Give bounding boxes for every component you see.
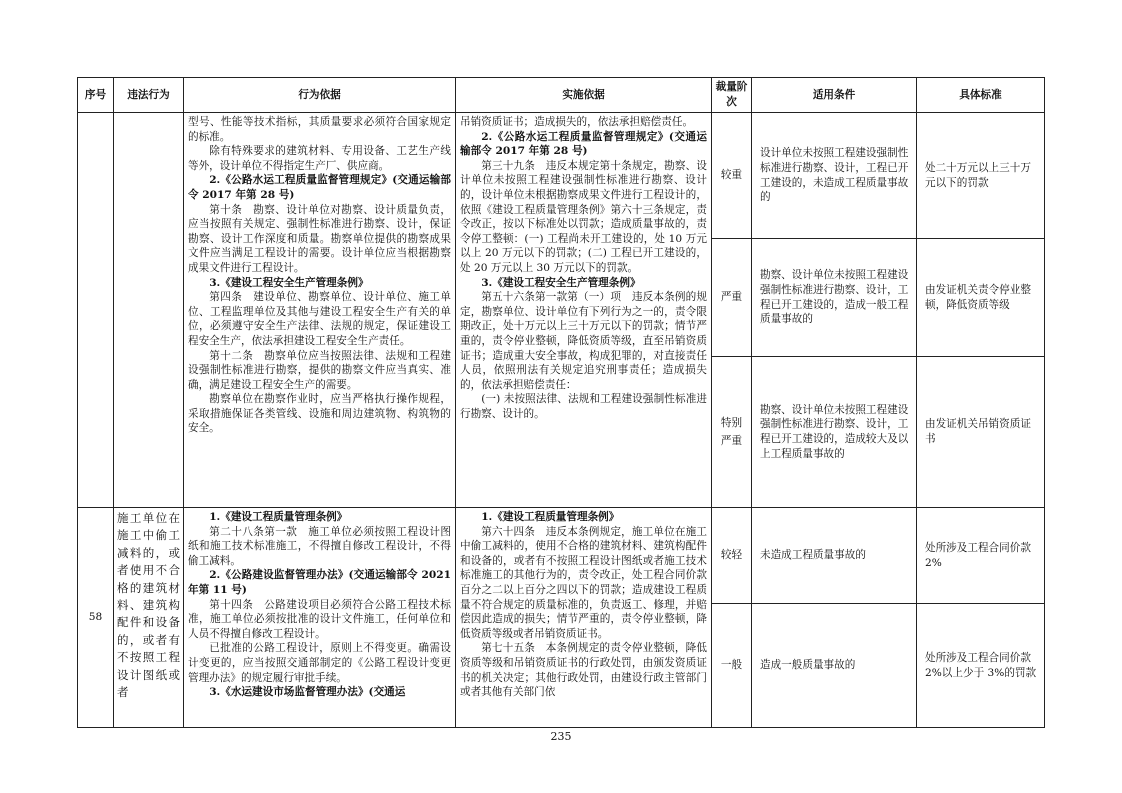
paragraph: 第四条 建设单位、勘察单位、设计单位、施工单位、工程监理单位及其他与建设工程安全生产有关的单位，必须遵守安全生产法律、法规的规定，保证建设工程安全生产，依法承担建设工程安全生产责任。 (188, 291, 451, 347)
paragraph: 勘察单位在勘察作业时，应当严格执行操作规程，采取措施保证各类管线、设施和周边建筑物、构筑物的安全。 (188, 393, 451, 435)
condition-cell: 勘察、设计单位未按照工程建设强制性标准进行勘察、设计，工程已开工建设的，造成一般工程质量事故的 (752, 239, 917, 357)
level-cell: 一般 (712, 604, 752, 728)
paragraph: 第七十五条 本条例规定的责令停业整顿，降低资质等级和吊销资质证书的行政处罚，由颁发资质证书的机关决定；其他行政处罚，由建设行政主管部门或者其他有关部门依 (460, 642, 707, 699)
condition-cell: 设计单位未按照工程建设强制性标准进行勘察、设计，工程已开工建设的，未造成工程质量事故的 (752, 113, 917, 239)
row1-act (114, 113, 184, 508)
standard-cell: 处所涉及工程合同价款 2% (917, 508, 1045, 604)
condition-cell: 造成一般质量事故的 (752, 604, 917, 728)
standard-cell: 由发证机关吊销资质证书 (917, 357, 1045, 508)
table-row (78, 508, 1045, 604)
row2-basis (184, 508, 456, 728)
level-cell (712, 357, 752, 508)
header-std: 具体标准 (917, 78, 1045, 113)
row2-act (114, 508, 184, 728)
regulation-heading: 1.《建设工程质量管理条例》 (481, 511, 620, 523)
paragraph: 第十条 勘察、设计单位对勘察、设计质量负责，应当按照有关规定、强制性标准进行勘察、设计，保证勘察、设计工作深度和质量。勘察单位提供的勘察成果文件应当满足工程设计的需要。设计单位应当根据勘察成果文件进行工程设计。 (188, 203, 451, 274)
header-no: 序号 (78, 78, 114, 113)
row2-impl (456, 508, 712, 728)
level-text: 特别严重 (720, 417, 743, 447)
header-level: 裁量阶次 (712, 78, 752, 113)
penalty-table (77, 77, 1045, 728)
paragraph: 第五十六条第一款第（一）项 违反本条例的规定，勘察单位、设计单位有下列行为之一的，责令限期改正，处十万元以上三十万元以下的罚款；情节严重的，责令停业整顿，降低资质等级，直至吊销资质证书；造成重大安全事故，构成犯罪的，对直接责任人员，依照刑法有关规定追究刑事责任；造成损失的，依法承担赔偿责任： (460, 291, 707, 391)
condition-cell: 未造成工程质量事故的 (752, 508, 917, 604)
regulation-heading: 2.《公路建设监督管理办法》(交通运输部令 2021 年第 11 号) (188, 569, 451, 596)
paragraph: 除有特殊要求的建筑材料、专用设备、工艺生产线等外，设计单位不得指定生产厂、供应商。 (188, 145, 451, 172)
paragraph: 第十四条 公路建设项目必须符合公路工程技术标准，施工单位必须按批准的设计文件施工，任何单位和人员不得擅自修改工程设计。 (188, 598, 451, 640)
standard-cell: 由发证机关责令停业整顿，降低资质等级 (917, 239, 1045, 357)
regulation-heading: 2.《公路水运工程质量监督管理规定》(交通运输部令 2017 年第 28 号) (188, 174, 451, 201)
level-cell: 较重 (712, 113, 752, 239)
header-impl: 实施依据 (456, 78, 712, 113)
standard-cell: 处二十万元以上三十万元以下的罚款 (917, 113, 1045, 239)
row1-no (78, 113, 114, 508)
header-basis: 行为依据 (184, 78, 456, 113)
row1-basis (184, 113, 456, 508)
standard-cell: 处所涉及工程合同价款 2%以上少于 3%的罚款 (917, 604, 1045, 728)
row1-impl (456, 113, 712, 508)
paragraph: 第六十四条 违反本条例规定，施工单位在施工中偷工减料的，使用不合格的建筑材料、建筑构配件和设备的，或者有不按照工程设计图纸或者施工技术标准施工的其他行为的，责令改正，处工程合同价款百分之二以上百分之四以下的罚款；造成建设工程质量不符合规定的质量标准的，负责返工、修理，并赔偿因此造成的损失；情节严重的，责令停业整顿，降低资质等级或者吊销资质证书。 (460, 525, 707, 640)
row2-no: 58 (78, 508, 114, 728)
page-number: 235 (550, 730, 572, 743)
header-cond: 适用条件 (752, 78, 917, 113)
table-row (78, 113, 1045, 239)
paragraph: 第二十八条第一款 施工单位必须按照工程设计图纸和施工技术标准施工，不得擅自修改工程设计，不得偷工减料。 (188, 525, 451, 567)
level-cell: 严重 (712, 239, 752, 357)
regulation-heading: 2.《公路水运工程质量监督管理规定》(交通运输部令 2017 年第 28 号) (460, 130, 707, 158)
header-act: 违法行为 (114, 78, 184, 113)
level-cell: 较轻 (712, 508, 752, 604)
condition-cell: 勘察、设计单位未按照工程建设强制性标准进行勘察、设计，工程已开工建设的，造成较大及以上工程质量事故的 (752, 357, 917, 508)
paragraph: 吊销资质证书；造成损失的，依法承担赔偿责任。 (460, 116, 694, 128)
paragraph: (一) 未按照法律、法规和工程建设强制性标准进行勘察、设计的。 (460, 393, 707, 420)
paragraph: 第十二条 勘察单位应当按照法律、法规和工程建设强制性标准进行勘察，提供的勘察文件应当真实、准确，满足建设工程安全生产的需要。 (188, 349, 451, 391)
regulation-heading: 3.《建设工程安全生产管理条例》 (481, 276, 641, 289)
regulation-heading: 3.《水运建设市场监督管理办法》(交通运 (209, 686, 406, 699)
paragraph: 第三十九条 违反本规定第十条规定，勘察、设计单位未按照工程建设强制性标准进行勘察、设计的，设计单位未根据勘察成果文件进行工程设计的，依照《建设工程质量管理条例》第六十三条规定，责令改正，按以下标准处以罚款；造成质量事故的，责令停工整顿：(一) 工程尚未开工建设的，处 10 万元以上 20 万元以下的罚款；(二) 工程已开工建设的，处 20 万元以上 30 万元以下的罚款。 (460, 159, 707, 274)
paragraph: 型号、性能等技术指标，其质量要求必须符合国家规定的标准。 (188, 116, 451, 143)
row2-act-text: 施工单位在施工中偷工减料的，或者使用不合格的建筑材料、建筑构配件和设备的，或者有不按照工程设计图纸或者 (117, 511, 180, 700)
regulation-heading: 3.《建设工程安全生产管理条例》 (209, 276, 369, 289)
paragraph: 已批准的公路工程设计，原则上不得变更。确需设计变更的，应当按照交通部制定的《公路工程设计变更管理办法》的规定履行审批手续。 (188, 642, 451, 684)
regulation-heading: 1.《建设工程质量管理条例》 (209, 511, 348, 523)
table-header-row (78, 78, 1045, 113)
